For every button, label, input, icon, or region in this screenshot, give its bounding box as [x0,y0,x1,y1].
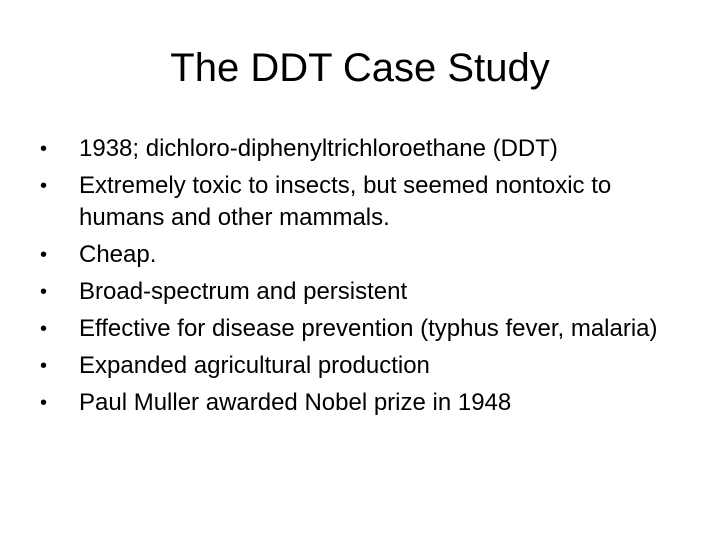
bullet-text: Cheap. [79,241,157,268]
bullet-text: Broad-spectrum and persistent [79,278,408,305]
bullet-icon: • [40,244,48,266]
bullet-item [40,239,680,271]
slide-title: The DDT Case Study [170,46,550,90]
bullet-item [40,276,680,308]
bullet-text: 1938; dichloro-diphenyltrichloroethane (DDT) [79,135,558,162]
bullet-text: Paul Muller awarded Nobel prize in 1948 [79,389,512,416]
bullet-icon: • [40,355,48,377]
bullet-list [40,133,680,424]
bullet-icon: • [40,175,48,197]
bullet-icon: • [40,318,48,340]
bullet-item [40,350,680,382]
bullet-icon: • [40,138,48,160]
bullet-text: Extremely toxic to insects, but seemed nontoxic to humans and other mammals. [79,172,612,231]
bullet-item [40,387,680,419]
bullet-item [40,170,680,234]
bullet-item [40,133,680,165]
bullet-item [40,313,680,345]
bullet-text: Effective for disease prevention (typhus fever, malaria) [79,315,658,342]
bullet-text: Expanded agricultural production [79,352,430,379]
bullet-icon: • [40,281,48,303]
bullet-icon: • [40,392,48,414]
